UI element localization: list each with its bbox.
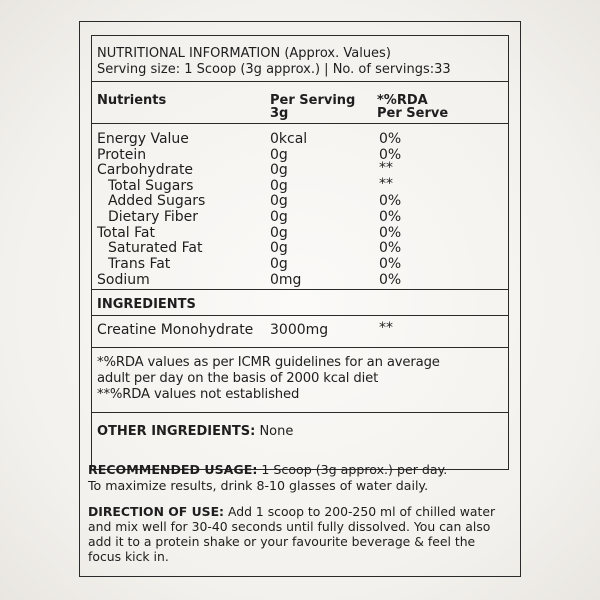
divider [92, 412, 508, 413]
direction-of-use-label: DIRECTION OF USE: [88, 504, 224, 519]
nutrient-name: Energy Value [97, 131, 189, 147]
nutrition-label [79, 21, 521, 577]
col-header-rda: *%RDA [377, 93, 428, 108]
nutrient-amount: 0g [270, 209, 288, 225]
nutrient-amount: 0g [270, 240, 288, 256]
recommended-usage [88, 462, 447, 477]
nutrient-name: Added Sugars [108, 193, 206, 209]
nutrient-amount: 0g [270, 147, 288, 163]
direction-of-use-line: focus kick in. [88, 549, 169, 564]
nutrition-title: NUTRITIONAL INFORMATION (Approx. Values) [97, 46, 391, 61]
nutrient-rda: 0% [379, 209, 402, 225]
nutrient-amount: 0g [270, 225, 288, 241]
nutrient-amount: 0mg [270, 272, 302, 288]
direction-of-use-line: add it to a protein shake or your favourite beverage & feel the [88, 534, 476, 549]
nutrient-amount: 0g [270, 256, 288, 272]
divider [92, 81, 508, 82]
footnote-rda: *%RDA values as per ICMR guidelines for an average [97, 355, 440, 370]
nutrient-name: Total Fat [97, 225, 155, 241]
recommended-usage-text: 1 Scoop (3g approx.) per day. [261, 462, 448, 477]
nutrient-name: Total Sugars [108, 178, 194, 194]
nutrient-name: Sodium [97, 272, 150, 288]
divider [92, 315, 508, 316]
nutrition-facts-box [91, 35, 509, 470]
nutrient-rda: 0% [379, 256, 402, 272]
divider [92, 347, 508, 348]
other-ingredients [97, 424, 293, 440]
direction-of-use-text: Add 1 scoop to 200-250 ml of chilled water [227, 504, 496, 519]
col-header-per-serve: Per Serve [377, 106, 449, 121]
nutrient-name: Protein [97, 147, 147, 163]
divider [92, 289, 508, 290]
col-header-serving-size: 3g [270, 106, 289, 121]
nutrient-rda: 0% [379, 240, 402, 256]
other-ingredients-label: OTHER INGREDIENTS: [97, 424, 256, 439]
serving-size: Serving size: 1 Scoop (3g approx.) | No. of servings:33 [97, 62, 451, 77]
nutrient-name: Dietary Fiber [108, 209, 199, 225]
ingredient-amount: 3000mg [270, 322, 329, 338]
nutrient-amount: 0g [270, 162, 288, 178]
footnote-not-established: **%RDA values not established [97, 387, 300, 402]
nutrient-rda: ** [379, 160, 393, 176]
nutrient-amount: 0g [270, 193, 288, 209]
divider [92, 123, 508, 124]
direction-of-use [88, 504, 495, 519]
nutrient-name: Saturated Fat [108, 240, 203, 256]
nutrient-rda: ** [379, 176, 393, 192]
nutrient-rda: 0% [379, 272, 402, 288]
direction-of-use-line: and mix well for 30-40 seconds until fully dissolved. You can also [88, 519, 491, 534]
ingredient-rda: ** [379, 320, 393, 336]
recommended-usage-label: RECOMMENDED USAGE: [88, 462, 258, 477]
nutrient-name: Trans Fat [108, 256, 171, 272]
footnote-rda-cont: adult per day on the basis of 2000 kcal diet [97, 371, 379, 386]
col-header-nutrients: Nutrients [97, 93, 167, 108]
nutrient-rda: 0% [379, 131, 402, 147]
nutrient-rda: 0% [379, 147, 402, 163]
nutrient-amount: 0kcal [270, 131, 308, 147]
nutrient-name: Carbohydrate [97, 162, 194, 178]
nutrient-amount: 0g [270, 178, 288, 194]
ingredients-heading: INGREDIENTS [97, 297, 196, 312]
nutrient-rda: 0% [379, 193, 402, 209]
nutrient-rda: 0% [379, 225, 402, 241]
ingredient-name: Creatine Monohydrate [97, 322, 254, 338]
other-ingredients-value: None [259, 424, 294, 439]
col-header-per-serving: Per Serving [270, 93, 356, 108]
recommended-usage-note: To maximize results, drink 8-10 glasses of water daily. [88, 478, 429, 493]
